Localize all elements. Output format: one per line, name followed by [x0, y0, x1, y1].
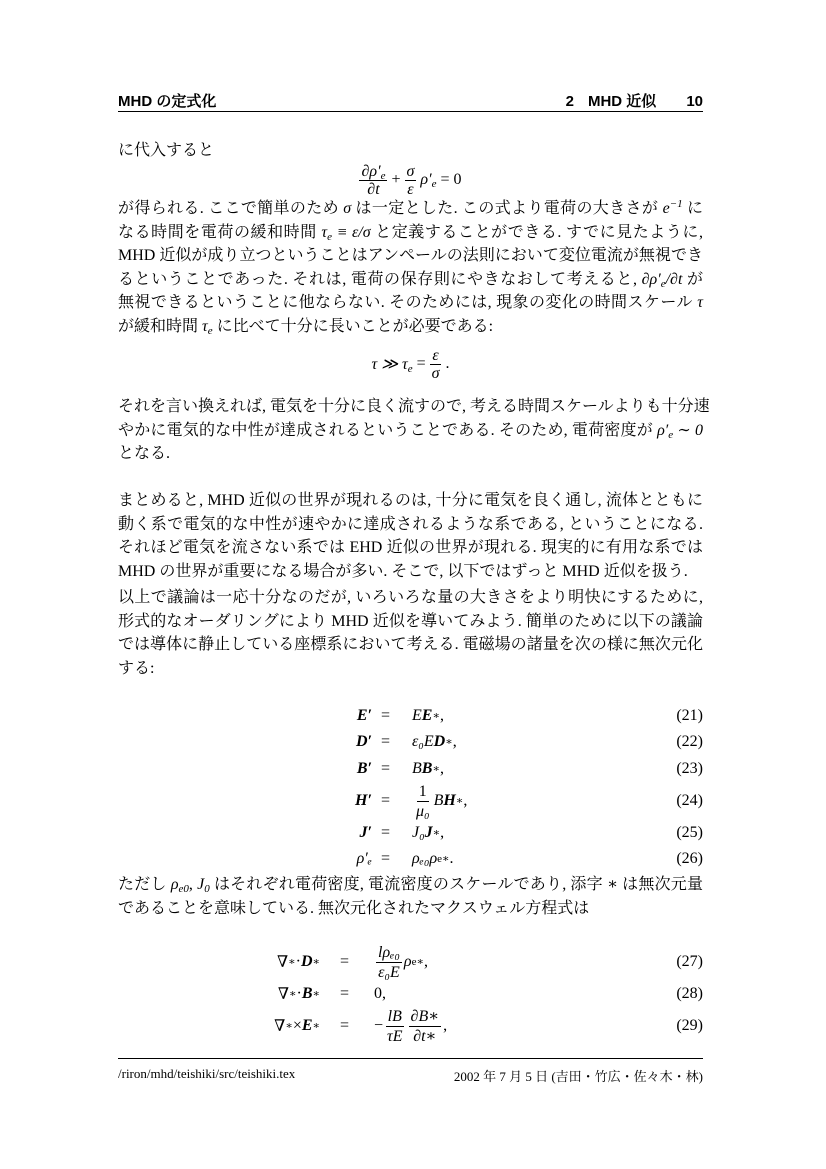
text-run: は無次元量 [617, 876, 703, 893]
math-part: ≡ ε/σ [332, 223, 371, 241]
fraction [409, 1007, 442, 1046]
math-part: , [452, 733, 457, 750]
paragraph [118, 586, 703, 680]
inline-math [171, 876, 189, 893]
math-part: ∂ρ′ [641, 270, 661, 288]
math-part: /∂t [665, 270, 683, 288]
text-run: に比べて十分に長いことが必要である: [212, 317, 494, 335]
equals-sign: = [381, 707, 391, 724]
paragraph [118, 489, 703, 583]
text-run: MHD の世界が重要になる場合が多い. そこで, 以下ではずっと MHD 近似を扱う. [118, 562, 688, 580]
equation-number: (25) [676, 824, 703, 841]
numerator: lB [387, 1007, 402, 1025]
inline-math [657, 422, 673, 439]
inline-math [332, 224, 371, 241]
equation-number: (29) [676, 1017, 703, 1034]
math-part: , [439, 760, 444, 777]
text-run: 形式的なオーダリングにより MHD 近似を導いてみよう. 簡単のために以下の議論 [118, 612, 703, 630]
text-line [118, 419, 703, 443]
paragraph [118, 197, 703, 339]
denominator: ∂t [367, 180, 380, 198]
equation-number: (23) [676, 760, 703, 777]
math-part: −1 [669, 198, 683, 210]
math-part: ρ [403, 953, 412, 970]
math-part: e [431, 178, 437, 190]
math-part: ρₑ₀ρ [412, 850, 438, 867]
text-line [118, 633, 703, 657]
math-part: ρ′ [369, 162, 381, 180]
text-run: 以上で議論は一応十分なのだが, いろいろな量の大きさをより明快にするために, [118, 589, 703, 606]
text-run: が緩和時間 [118, 317, 203, 335]
math-part: ∗ [607, 876, 618, 893]
equation-lhs: B′ [356, 760, 372, 777]
math-part: ∇ [274, 1018, 286, 1035]
math-part: ρ′ [657, 421, 669, 439]
text-line [118, 244, 703, 268]
math-part [371, 354, 412, 374]
math-part: , [443, 1017, 448, 1034]
equation-rhs: $\frac{1}{\text{μ₀}}$ B H ∗ , [416, 782, 468, 820]
math-part: E [421, 707, 433, 724]
footer-file-path: /riron/mhd/teishiki/src/teishiki.tex [118, 1066, 296, 1081]
math-part: − [374, 1017, 384, 1034]
equals-sign: = [340, 1017, 350, 1034]
fraction [405, 163, 417, 198]
text-line [118, 395, 710, 419]
text-line [118, 197, 703, 221]
text-run: るということであった. それは, 電荷の保存則にやきなおして考えると, [118, 270, 642, 288]
equation-row [118, 942, 703, 982]
math-part: . [445, 355, 450, 372]
math-part: , [423, 953, 428, 970]
equation-lhs: ∇ ∗ · B ∗ [277, 985, 320, 1003]
math-part: ρ [170, 876, 179, 893]
math-part: ∇ [277, 986, 290, 1003]
text-run: 動く系で電気的な中性が速やかに達成されるような系である, ということになる. [118, 515, 703, 533]
fraction [359, 163, 387, 198]
math-part: E [301, 1017, 313, 1034]
equation-rhs: $\frac{\text{lρₑ₀}}{\text{ε₀E}}$ ρ e∗ , [378, 943, 428, 981]
equation-row [118, 847, 703, 871]
math-part: τ [202, 317, 208, 335]
equation-rhs: ρₑ₀ρ e∗ . [412, 850, 454, 867]
math-part: B [301, 985, 313, 1002]
equation-number: (28) [676, 985, 703, 1002]
math-part: e [668, 428, 674, 441]
text-line [118, 897, 703, 921]
text-line [118, 315, 703, 339]
equals-sign: = [381, 824, 391, 841]
header-section [552, 90, 703, 111]
inline-math [642, 271, 666, 288]
text-run: に [682, 200, 703, 217]
text-run: は一定とした. この式より電荷の大きさが [351, 200, 663, 217]
equation-row [118, 730, 703, 754]
math-part: e [327, 230, 333, 243]
equals-sign: = [340, 985, 350, 1002]
numerator: 1 [418, 782, 427, 800]
denominator: ε₀E [378, 963, 400, 981]
math-part: H [443, 792, 456, 809]
math-part: E [412, 707, 422, 724]
inline-math [663, 200, 683, 217]
equals-sign: = [340, 953, 350, 970]
math-part: B [421, 760, 433, 777]
equation-row [118, 982, 703, 1006]
math-part: · [296, 985, 302, 1002]
text-run: に代入すると [118, 142, 215, 159]
equals-sign: = [381, 850, 391, 867]
paragraph [118, 395, 710, 466]
math-part: ∂ [361, 162, 370, 180]
text-line [118, 513, 703, 537]
header-chapter-title: MHD の定式化 [118, 93, 217, 110]
equation-row [118, 781, 703, 821]
inline-math [343, 200, 351, 217]
equals-sign: = [381, 733, 391, 750]
text-run: が得られる. ここで簡単のため [118, 200, 344, 217]
text-run: それほど電気を流さない系では EHD 近似の世界が現れる. 現実的に有用な系では [118, 539, 703, 557]
plus-sign: + [391, 171, 401, 188]
running-header [118, 90, 703, 110]
footer-rule [118, 1058, 703, 1059]
inline-math [321, 224, 332, 241]
text-line [118, 489, 703, 513]
text-line [118, 442, 703, 466]
math-part: B [412, 760, 422, 777]
math-part: , [439, 707, 444, 724]
text-run: やかに電気的な中性が達成されるということである. そのため, 電荷密度が [118, 421, 658, 439]
math-part: 0 [204, 883, 210, 895]
denominator: μ₀ [416, 802, 430, 820]
header-rule [118, 111, 703, 112]
inline-math [666, 271, 683, 288]
math-part: σ [343, 200, 352, 217]
equation-lhs: ∇ ∗ × E ∗ [274, 1017, 320, 1035]
text-line [118, 291, 703, 315]
equation-row [118, 704, 703, 728]
math-part: , [440, 824, 445, 841]
equation-number: (27) [676, 953, 703, 970]
text-line [118, 657, 703, 681]
math-part: , [382, 985, 386, 1002]
text-run: まとめると, MHD 近似の世界が現れるのは, 十分に電気を良く通し, 流体とともに [118, 492, 703, 509]
math-part: J₀ [412, 824, 425, 841]
text-line [118, 139, 703, 163]
equation-row [118, 1006, 703, 1046]
text-run: が [682, 270, 703, 288]
math-part: e [662, 200, 670, 217]
paragraph [118, 873, 703, 920]
math-part: τ [321, 223, 328, 241]
text-line [118, 873, 703, 897]
fraction [414, 782, 432, 821]
math-part: . [449, 850, 454, 867]
denominator: ε [407, 180, 414, 198]
equation-rhs: J₀ J ∗ , [412, 824, 445, 841]
equals-sign: = [381, 760, 391, 777]
math-part: J [197, 876, 205, 893]
equals-sign: = [416, 355, 426, 372]
inline-math [697, 294, 703, 311]
text-run: はそれぞれ電荷密度, 電流密度のスケールであり, 添字 [209, 876, 608, 893]
text-line [118, 586, 703, 610]
equation-rhs: B B ∗ , [412, 760, 444, 777]
inline-math [197, 876, 210, 893]
math-part: ∇ [276, 954, 289, 971]
math-part: ε₀E [412, 733, 434, 750]
math-part: τ [697, 294, 703, 312]
equation-number: (26) [676, 850, 703, 867]
text-run: なる時間を電荷の緩和時間 [118, 223, 322, 241]
math-part: D [433, 733, 446, 750]
denominator: τE [387, 1027, 403, 1045]
equation-number: (21) [676, 707, 703, 724]
equation-row [118, 757, 703, 781]
text-line [118, 560, 703, 584]
text-run: ただし [118, 876, 171, 893]
fraction [376, 943, 402, 982]
text-run: と定義することができる. すでに見たように, [370, 223, 703, 241]
math-part: e [207, 324, 213, 337]
page-number: 10 [686, 93, 703, 110]
math-part: e [407, 363, 413, 375]
math-part: e [660, 277, 666, 290]
text-run: それを言い換えれば, 電気を十分に良く流すので, 考える時間スケールよりも十分速 [118, 398, 710, 415]
footer-date-authors: 2002 年 7 月 5 日 (吉田・竹広・佐々木・林) [453, 1069, 703, 1084]
numerator: ε [432, 346, 439, 364]
math-part: × [292, 1017, 302, 1034]
text-line [118, 610, 703, 634]
equation-lhs: ρ′ₑ [356, 850, 372, 867]
text-line [118, 268, 703, 292]
math-part: e [380, 169, 386, 182]
math-part: ∼ 0 [673, 421, 703, 439]
math-part: = 0 [440, 171, 462, 188]
inline-math [607, 876, 618, 893]
equation-rhs: ε₀E D ∗ , [412, 733, 457, 750]
denominator: σ [431, 364, 440, 382]
text-run: では導体に静止している座標系において考える. 電磁場の諸量を次の様に無次元化 [118, 636, 703, 654]
equals-sign: = [381, 792, 391, 809]
text-run: する: [118, 659, 155, 677]
math-part: τ ≫ τ [371, 356, 408, 373]
numerator: lρₑ₀ [378, 943, 400, 961]
equation-continuity [118, 162, 703, 198]
equation-number: (24) [676, 792, 703, 809]
equation-lhs: H′ [355, 792, 372, 809]
equation-row [118, 821, 703, 845]
text-run: MHD 近似が成り立つということはアンペールの法則において変位電流が無視でき [118, 247, 703, 265]
equation-number: (22) [676, 733, 703, 750]
section-title: MHD 近似 [587, 93, 657, 110]
math-part: , [463, 792, 468, 809]
numerator: σ [406, 162, 415, 180]
fraction [430, 347, 442, 382]
math-part: J [424, 824, 433, 841]
inline-math [673, 422, 703, 439]
equation-lhs: D′ [355, 733, 372, 750]
equation-rhs: E E ∗ , [412, 707, 444, 724]
text-line [118, 536, 703, 560]
text-run: , [188, 876, 198, 893]
inline-math [202, 318, 213, 335]
math-part [420, 171, 436, 189]
text-line [118, 221, 703, 245]
text-run: となる. [118, 445, 171, 463]
math-part: · [295, 953, 301, 970]
math-part: B [433, 792, 444, 809]
equation-relaxation-time [118, 346, 703, 382]
math-part: ρ′ [420, 171, 432, 188]
math-part: D [300, 953, 313, 970]
equation-rhs [374, 1006, 447, 1046]
equation-lhs: E′ [356, 707, 372, 724]
numerator: ∂B∗ [410, 1007, 440, 1025]
section-number: 2 [565, 93, 574, 110]
math-part: 0 [374, 985, 382, 1002]
equation-rhs [374, 982, 386, 1006]
denominator: ∂t∗ [413, 1027, 437, 1045]
fraction [385, 1007, 405, 1046]
text-run: 無視できるということに他ならない. そのためには, 現象の変化の時間スケール [118, 294, 698, 312]
equation-lhs: J′ [359, 824, 372, 841]
text-run: であることを意味している. 無次元化されたマクスウェル方程式は [118, 899, 590, 917]
equation-lhs: ∇ ∗ · D ∗ [276, 953, 320, 971]
paragraph [118, 139, 703, 163]
math-part: e0 [178, 883, 189, 895]
numerator [359, 163, 387, 181]
